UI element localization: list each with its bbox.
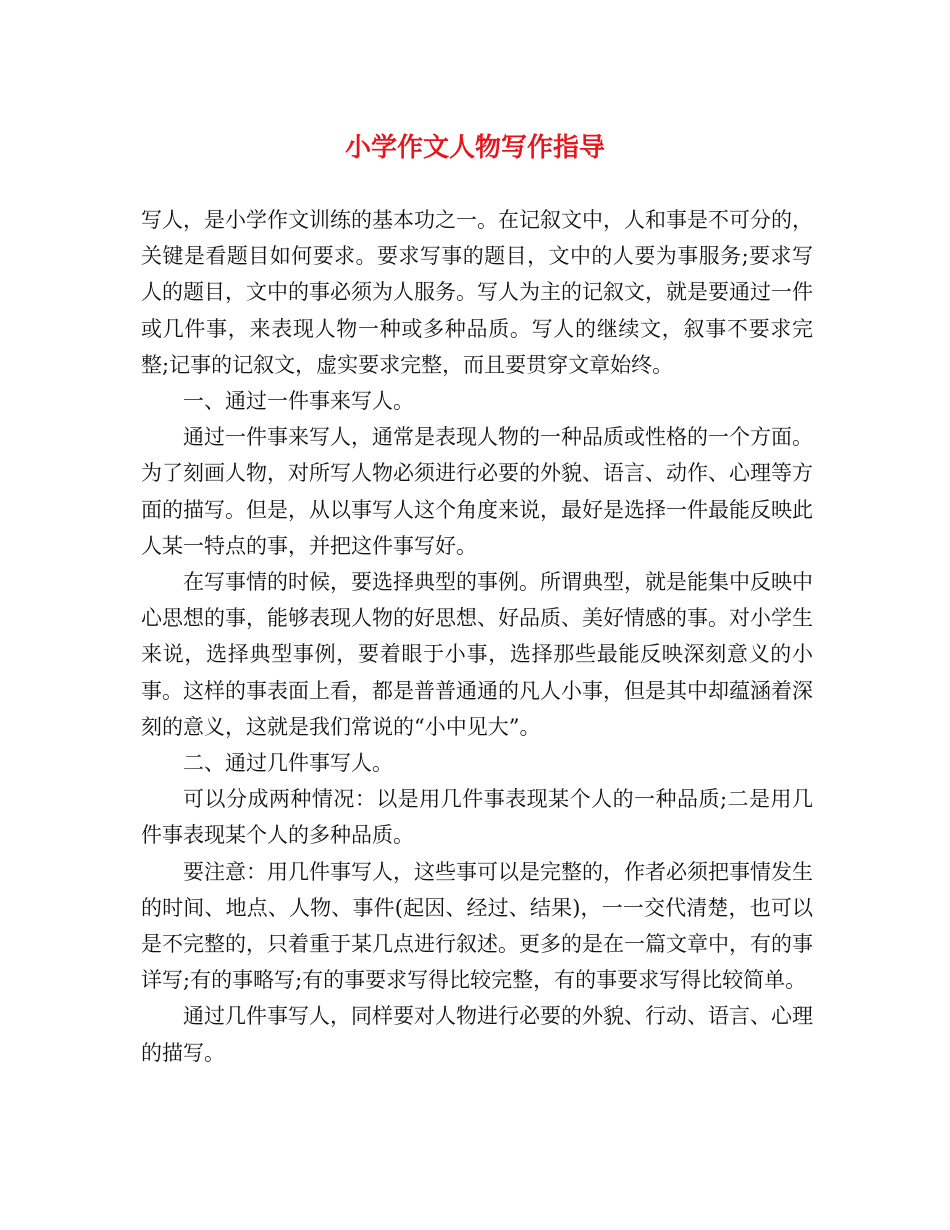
paragraph: 可以分成两种情况：以是用几件事表现某个人的一种品质;二是用几件事表现某个人的多种品质。 [141,787,813,848]
section-heading-one: 一、通过一件事来写人。 [183,389,414,414]
paragraph: 在写事情的时候，要选择典型的事例。所谓典型，就是能集中反映中心思想的事，能够表现人物的好思想、好品质、美好情感的事。对小学生来说，选择典型事例，要着眼于小事，选择那些最能反映深刻意义的小事。这样的事表面上看，都是普普通通的凡人小事，但是其中却蕴涵着深刻的意义，这就是我们常说的“小中见大”。 [141,570,813,739]
document-body [141,202,813,1071]
paragraph-intro: 写人，是小学作文训练的基本功之一。在记叙文中，人和事是不可分的，关键是看题目如何要求。要求写事的题目，文中的人要为事服务;要求写人的题目，文中的事必须为人服务。写人为主的记叙文，就是要通过一件或几件事，来表现人物一种或多种品质。写人的继续文，叙事不要求完整;记事的记叙文，虚实要求完整，而且要贯穿文章始终。 [141,208,813,377]
page-title: 小学作文人物写作指导 [344,133,605,163]
paragraph: 要注意：用几件事写人，这些事可以是完整的，作者必须把事情发生的时间、地点、人物、事件(起因、经过、结果)，一一交代清楚，也可以是不完整的，只着重于某几点进行叙述。更多的是在一篇文章中，有的事详写;有的事略写;有的事要求写得比较完整，有的事要求写得比较简单。 [141,859,813,993]
paragraph: 通过一件事来写人，通常是表现人物的一种品质或性格的一个方面。为了刻画人物，对所写人物必须进行必要的外貌、语言、动作、心理等方面的描写。但是，从以事写人这个角度来说，最好是选择一件最能反映此人某一特点的事，并把这件事写好。 [141,425,813,558]
section-heading-two: 二、通过几件事写人。 [183,751,393,776]
paragraph: 通过几件事写人，同样要对人物进行必要的外貌、行动、语言、心理的描写。 [141,1004,813,1065]
